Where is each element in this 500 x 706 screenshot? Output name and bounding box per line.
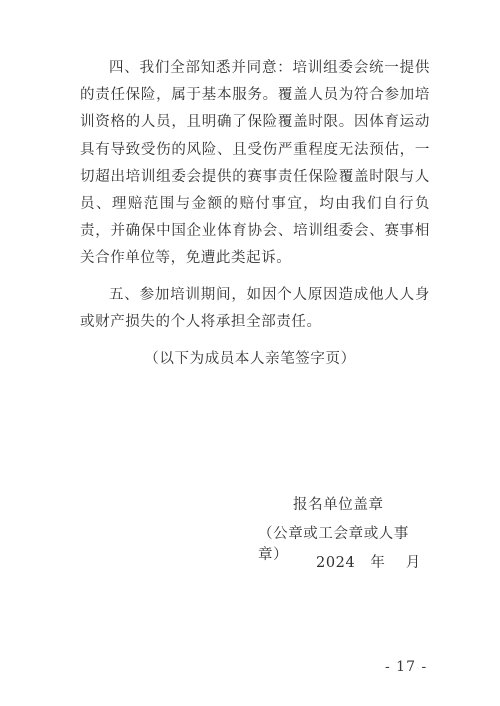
seal-label: 报名单位盖章 <box>293 497 384 513</box>
clause-four-paragraph: 四、我们全部知悉并同意：培训组委会统一提供的责任保险，属于基本服务。覆盖人员为符合参加培训资格的人员，且明确了保险覆盖时限。因体育运动具有导致受伤的风险、且受伤严重程度无法预估，一切超出培训组委会提供的赛事责任保险覆盖时限与人员、理赔范围与金额的赔付事宜，均由我们自行负责，并确保中国企业体育协会、培训组委会、赛事相关合作单位等，免遭此类起诉。 <box>80 60 430 267</box>
page-number: - 17 - <box>385 659 428 675</box>
clause-five-paragraph: 五、参加培训期间，如因个人原因造成他人人身或财产损失的个人将承担全部责任。 <box>80 287 430 331</box>
signature-page-note: （以下为成员本人亲笔签字页） <box>144 351 356 367</box>
seal-type-note: （公章或工会章或人事章） <box>258 526 409 563</box>
date-line: 2024 年 月 <box>316 555 421 571</box>
